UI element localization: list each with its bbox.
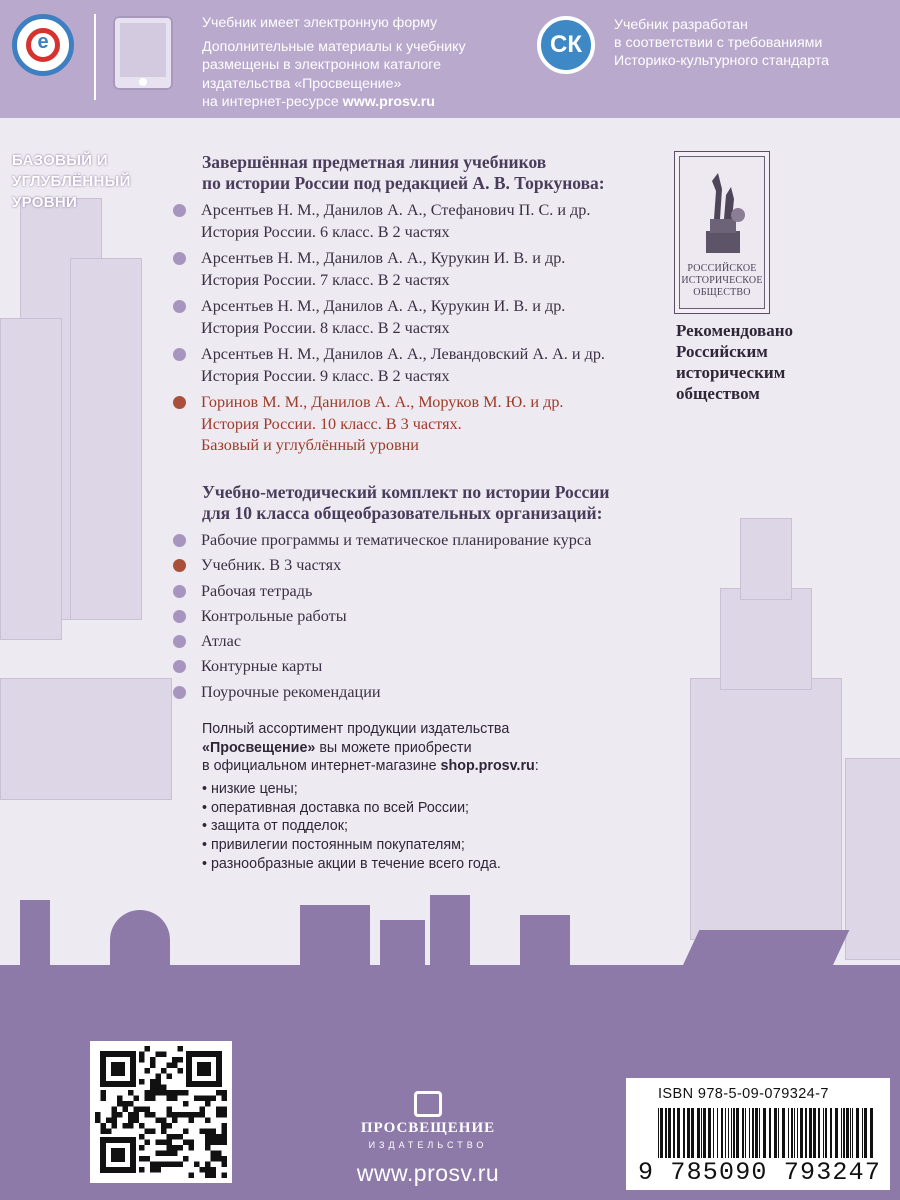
bullet-icon xyxy=(173,610,186,623)
skyscraper-silhouette xyxy=(380,920,425,970)
perk-item: • низкие цены; xyxy=(202,780,298,797)
standard-note xyxy=(614,16,894,71)
list-item: Рабочие программы и тематическое планирование курса xyxy=(173,530,673,555)
list-item: Контрольные работы xyxy=(173,606,673,631)
resource-url[interactable]: www.prosv.ru xyxy=(342,93,435,110)
bullet-icon xyxy=(173,396,186,409)
kit-list xyxy=(173,530,673,707)
bullet-icon xyxy=(173,204,186,217)
barcode-icon xyxy=(656,1108,878,1164)
culture-standard-logo-icon: СК xyxy=(537,16,595,74)
bullet-icon xyxy=(173,660,186,673)
qr-code[interactable] xyxy=(90,1041,232,1183)
materials-line: издательства «Просвещение» xyxy=(202,75,402,92)
shop-promo: Полный ассортимент продукции издательства «Просвещение» вы можете приобрести в официальном интернет-магазине shop.prosv.ru: • низкие цены; • оперативная доставка по всей России; • защита от подделок; • привилегии постоянным покупателям; • разнообразные акции в течение всего года. xyxy=(202,720,702,874)
kremlin-tower-silhouette xyxy=(20,900,50,970)
bullet-icon xyxy=(173,559,186,572)
skyscraper-silhouette xyxy=(430,895,470,970)
perk-item: • оперативная доставка по всей России; xyxy=(202,799,470,816)
tablet-icon xyxy=(113,16,173,90)
cathedral-silhouette xyxy=(110,910,170,970)
materials-line: размещены в электронном каталоге xyxy=(202,57,442,74)
publisher-url[interactable]: www.prosv.ru xyxy=(356,1160,500,1186)
list-item: Арсентьев Н. М., Данилов А. А., Левандовский А. А. и др. История России. 9 класс. В 2 частях xyxy=(173,344,653,387)
list-item: Рабочая тетрадь xyxy=(173,581,673,606)
bullet-icon xyxy=(173,534,186,547)
standard-line: Историко-культурного стандарта xyxy=(614,53,830,70)
bullet-icon xyxy=(173,585,186,598)
electronic-form-note xyxy=(202,14,522,111)
recommended-note: Рекомендовано Российским историческим обществом xyxy=(676,321,794,403)
kit-heading: Учебно-методический комплект по истории России для 10 класса общеобразовательных организаций: xyxy=(202,482,610,523)
perk-item: • защита от подделок; xyxy=(202,818,348,835)
series-list xyxy=(173,200,653,462)
list-item: Арсентьев Н. М., Данилов А. А., Курукин И. В. и др. История России. 8 класс. В 2 частях xyxy=(173,296,653,339)
publisher-subtitle: ИЗДАТЕЛЬСТВО xyxy=(368,1140,488,1150)
level-label: БАЗОВЫЙ И УГЛУБЛЁННЫЙ УРОВНИ xyxy=(12,152,131,211)
list-item: Арсентьев Н. М., Данилов А. А., Стефанович П. С. и др. История России. 6 класс. В 2 частях xyxy=(173,200,653,243)
isbn-label: ISBN 978-5-09-079324-7 xyxy=(658,1086,829,1102)
bullet-icon xyxy=(173,348,186,361)
qr-code-icon xyxy=(90,1041,232,1183)
bullet-icon xyxy=(173,252,186,265)
list-item-current: Горинов М. М., Данилов А. А., Моруков М. Ю. и др. История России. 10 класс. В 3 частях. Базовый и углублённый уровни xyxy=(173,392,653,457)
isbn-block xyxy=(626,1078,890,1190)
electronic-line: Учебник имеет электронную форму xyxy=(202,15,438,31)
perk-item: • привилегии постоянным покупателям; xyxy=(202,837,465,854)
series-heading: Завершённая предметная линия учебников по истории России под редакцией А. В. Торкунова: xyxy=(202,152,605,193)
skyscraper-silhouette xyxy=(520,915,570,970)
standard-line: в соответствии с требованиями xyxy=(614,35,823,52)
isbn-digits: 9 785090 793247 xyxy=(634,1158,885,1187)
publisher-name: ПРОСВЕЩЕНИЕ xyxy=(360,1120,496,1136)
skyscraper-silhouette xyxy=(300,905,370,970)
shop-url[interactable]: shop.prosv.ru xyxy=(440,758,535,775)
list-item: Арсентьев Н. М., Данилов А. А., Курукин И. В. и др. История России. 7 класс. В 2 частях xyxy=(173,248,653,291)
standard-line: Учебник разработан xyxy=(614,17,748,33)
historical-society-badge: РОССИЙСКОЕ ИСТОРИЧЕСКОЕ ОБЩЕСТВО xyxy=(674,151,770,314)
header-divider xyxy=(94,14,96,100)
monument-icon xyxy=(698,169,748,255)
perk-item: • разнообразные акции в течение всего года. xyxy=(202,855,501,872)
resource-line: на интернет-ресурсе www.prosv.ru xyxy=(202,93,435,110)
list-item: Атлас xyxy=(173,631,673,656)
publisher-logo-icon xyxy=(414,1091,442,1117)
bullet-icon xyxy=(173,635,186,648)
bullet-icon xyxy=(173,686,186,699)
bullet-icon xyxy=(173,300,186,313)
list-item: Контурные карты xyxy=(173,656,673,681)
materials-line: Дополнительные материалы к учебнику xyxy=(202,39,466,56)
monument-silhouette xyxy=(681,930,850,970)
e-textbook-logo-icon: e xyxy=(12,14,74,76)
list-item-current: Учебник. В 3 частях xyxy=(173,555,673,580)
list-item: Поурочные рекомендации xyxy=(173,682,673,707)
